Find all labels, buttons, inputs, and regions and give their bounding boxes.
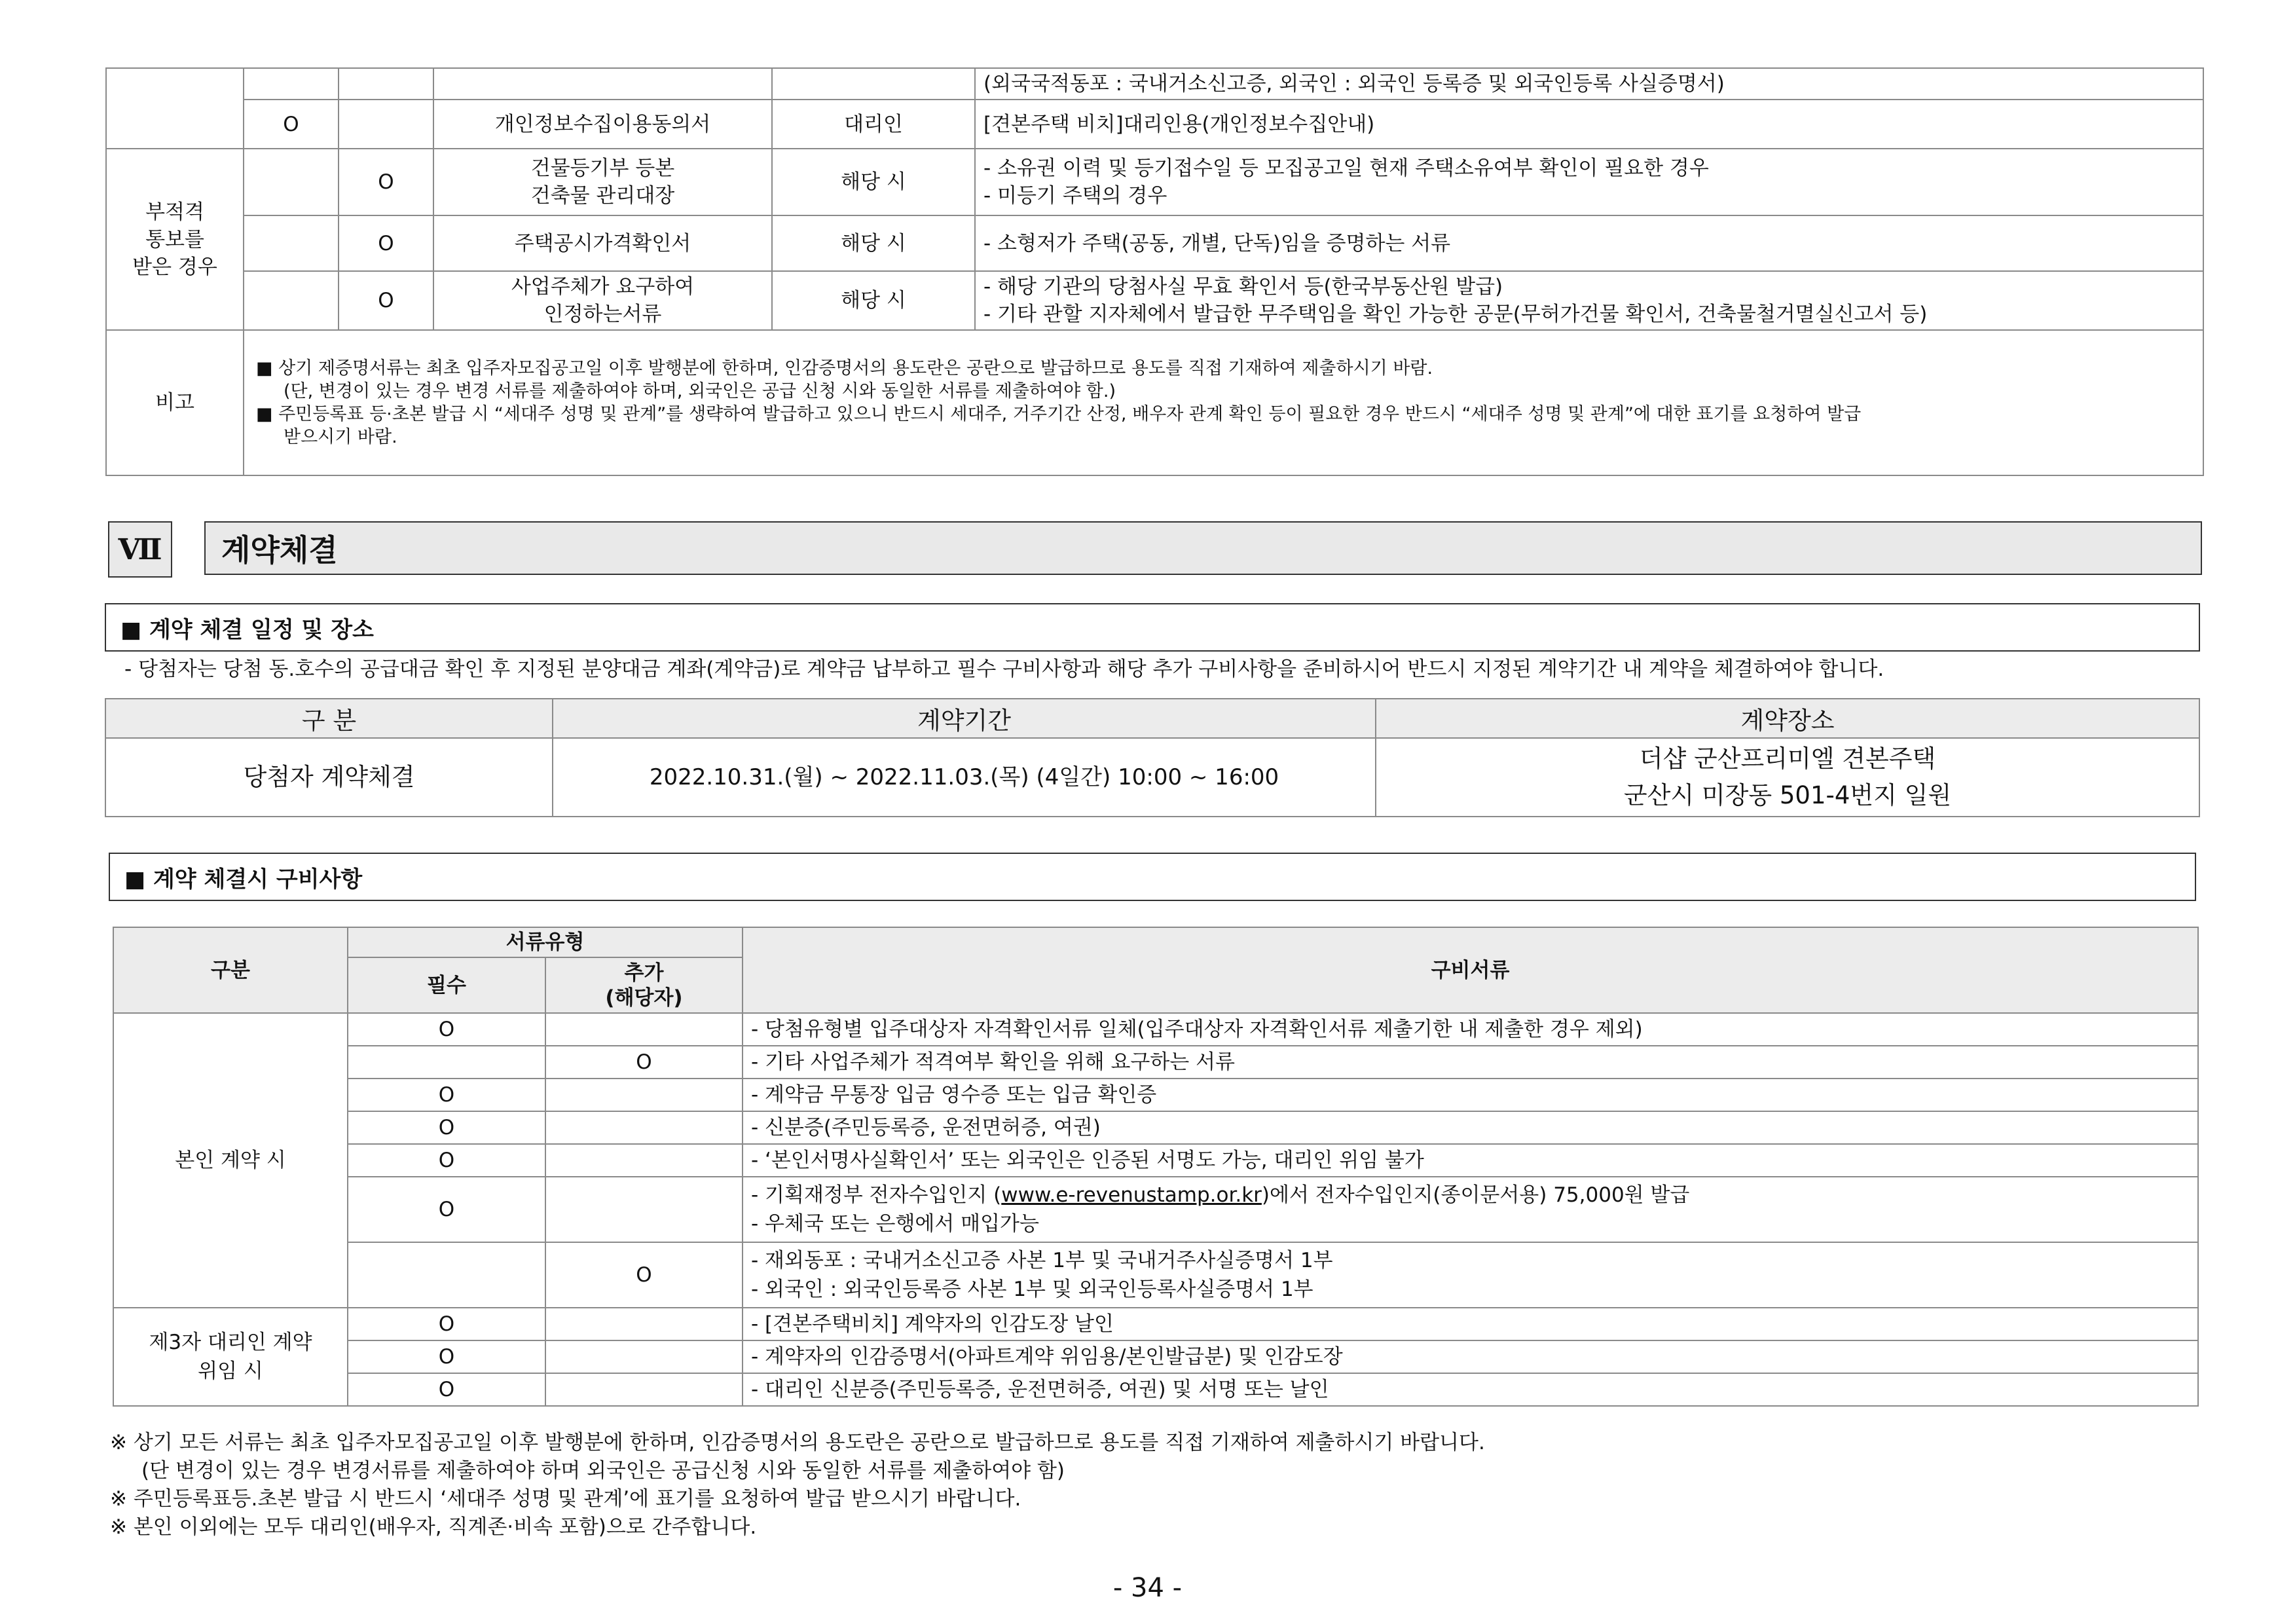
group-label-ineligible: 부적격 통보를 받은 경우 bbox=[106, 149, 244, 330]
extra-mark: O bbox=[545, 1046, 743, 1079]
document-item: - ‘본인서명사실확인서’ 또는 외국인은 인증된 서명도 가능, 대리인 위임 불가 bbox=[743, 1144, 2198, 1177]
contract-documents-table bbox=[113, 927, 2199, 1407]
table-row bbox=[113, 1079, 2198, 1111]
extra-mark bbox=[545, 1111, 743, 1144]
document-item: - 계약자의 인감증명서(아파트계약 위임용/본인발급분) 및 인감도장 bbox=[743, 1340, 2198, 1373]
subheading-schedule: ■ 계약 체결 일정 및 장소 bbox=[105, 603, 2200, 652]
contract-schedule-table bbox=[105, 698, 2200, 817]
note-cell: - 해당 기관의 당첨사실 무효 확인서 등(한국부동산원 발급) - 기타 관할 지자체에서 발급한 무주택임을 확인 가능한 공문(무허가건물 확인서, 건축물철거멸실신고서 등) bbox=[975, 271, 2203, 330]
schedule-category: 당첨자 계약체결 bbox=[105, 738, 553, 817]
page-number: - 34 - bbox=[1112, 1573, 1183, 1603]
required-mark: O bbox=[348, 1079, 545, 1111]
table-row bbox=[113, 1177, 2198, 1242]
extra-mark: O bbox=[339, 215, 433, 271]
revenue-stamp-link[interactable]: www.e-revenustamp.or.kr bbox=[1001, 1183, 1262, 1207]
note-cell: (외국국적동포 : 국내거소신고증, 외국인 : 외국인 등록증 및 외국인등록 사실증명서) bbox=[975, 68, 2203, 100]
subheading-requirements: ■ 계약 체결시 구비사항 bbox=[109, 853, 2196, 901]
extra-mark: O bbox=[545, 1242, 743, 1308]
column-header: 계약기간 bbox=[553, 699, 1376, 738]
table-row bbox=[113, 1373, 2198, 1406]
intro-text: - 당첨자는 당첨 동.호수의 공급대금 확인 후 지정된 분양대금 계좌(계약금)로 계약금 납부하고 필수 구비사항과 해당 추가 구비사항을 준비하시어 반드시 지정된 계약기간 내 계약을 체결하여야 합니다. bbox=[124, 657, 1884, 681]
section-number: Ⅶ bbox=[108, 521, 172, 578]
extra-mark bbox=[545, 1013, 743, 1046]
remarks-label: 비고 bbox=[106, 330, 244, 475]
target-cell: 해당 시 bbox=[772, 149, 975, 215]
required-mark bbox=[348, 1242, 545, 1308]
remarks-cell: ■ 상기 제증명서류는 최초 입주자모집공고일 이후 발행분에 한하며, 인감증명서의 용도란은 공란으로 발급하므로 용도를 직접 기재하여 제출하시기 바람. (단, 변경이 있는 경우 변경 서류를 제출하여야 하며, 외국인은 공급 신청 시와 동일한 서류를 제출하여야 함.) ■ 주민등록표 등·초본 발급 시 “세대주 성명 및 관계”를 생략하여 발급하고 있으니 반드시 세대주, 거주기간 산정, 배우자 관계 확인 등이 필요한 경우 반드시 “세대주 성명 및 관계”에 대한 표기를 요청하여 발급 받으시기 바람. bbox=[244, 330, 2203, 475]
document-name: 건물등기부 등본 건축물 관리대장 bbox=[433, 149, 772, 215]
document-item: - 당첨유형별 입주대상자 자격확인서류 일체(입주대상자 자격확인서류 제출기한 내 제출한 경우 제외) bbox=[743, 1013, 2198, 1046]
footnote: ※ 주민등록표등.초본 발급 시 반드시 ‘세대주 성명 및 관계’에 표기를 요청하여 발급 받으시기 바랍니다. bbox=[110, 1487, 1021, 1511]
document-name: 개인정보수집이용동의서 bbox=[433, 100, 772, 149]
table-header-row bbox=[113, 927, 2198, 957]
table-row bbox=[106, 271, 2203, 330]
required-mark: O bbox=[348, 1308, 545, 1340]
required-documents-continued-table bbox=[105, 67, 2204, 476]
table-row bbox=[113, 1308, 2198, 1340]
document-name: 주택공시가격확인서 bbox=[433, 215, 772, 271]
section-title: 계약체결 bbox=[204, 521, 2202, 575]
target-cell: 해당 시 bbox=[772, 215, 975, 271]
required-mark: O bbox=[348, 1340, 545, 1373]
note-cell: [견본주택 비치]대리인용(개인정보수집안내) bbox=[975, 100, 2203, 149]
table-row bbox=[113, 1046, 2198, 1079]
contract-place: 더샵 군산프리미엘 견본주택 군산시 미장동 501-4번지 일원 bbox=[1376, 738, 2199, 817]
table-row bbox=[106, 68, 2203, 100]
footnotes bbox=[110, 1429, 1485, 1541]
required-mark: O bbox=[348, 1373, 545, 1406]
table-row bbox=[113, 1111, 2198, 1144]
document-name: 사업주체가 요구하여 인정하는서류 bbox=[433, 271, 772, 330]
document-item: - 기획재정부 전자수입인지 (www.e-revenustamp.or.kr)에서 전자수입인지(종이문서용) 75,000원 발급 - 우체국 또는 은행에서 매입가능 bbox=[743, 1177, 2198, 1242]
table-row bbox=[106, 215, 2203, 271]
footnote: ※ 본인 이외에는 모두 대리인(배우자, 직계존·비속 포함)으로 간주합니다. bbox=[110, 1515, 757, 1539]
target-cell: 해당 시 bbox=[772, 271, 975, 330]
footnote: ※ 상기 모든 서류는 최초 입주자모집공고일 이후 발행분에 한하며, 인감증명서의 용도란은 공란으로 발급하므로 용도를 직접 기재하여 제출하시기 바랍니다. bbox=[110, 1431, 1485, 1454]
extra-mark: O bbox=[339, 149, 433, 215]
extra-mark bbox=[545, 1079, 743, 1111]
header-required: 필수 bbox=[348, 957, 545, 1013]
note-cell: - 소형저가 주택(공동, 개별, 단독)임을 증명하는 서류 bbox=[975, 215, 2203, 271]
footnote: (단 변경이 있는 경우 변경서류를 제출하여야 하며 외국인은 공급신청 시와 동일한 서류를 제출하여야 함) bbox=[141, 1459, 1065, 1483]
header-documents: 구비서류 bbox=[743, 927, 2198, 1013]
document-item: - [견본주택비치] 계약자의 인감도장 날인 bbox=[743, 1308, 2198, 1340]
required-mark: O bbox=[348, 1144, 545, 1177]
document-item: - 재외동포 : 국내거소신고증 사본 1부 및 국내거주사실증명서 1부 - 외국인 : 외국인등록증 사본 1부 및 외국인등록사실증명서 1부 bbox=[743, 1242, 2198, 1308]
table-row bbox=[105, 738, 2199, 817]
required-mark: O bbox=[348, 1013, 545, 1046]
document-item: - 신분증(주민등록증, 운전면허증, 여권) bbox=[743, 1111, 2198, 1144]
required-mark: O bbox=[348, 1111, 545, 1144]
extra-mark bbox=[545, 1308, 743, 1340]
document-item: - 대리인 신분증(주민등록증, 운전면허증, 여권) 및 서명 또는 날인 bbox=[743, 1373, 2198, 1406]
required-mark: O bbox=[348, 1177, 545, 1242]
extra-mark bbox=[545, 1177, 743, 1242]
extra-mark bbox=[545, 1144, 743, 1177]
table-row bbox=[113, 1340, 2198, 1373]
column-header: 계약장소 bbox=[1376, 699, 2199, 738]
category-proxy-contract: 제3자 대리인 계약 위임 시 bbox=[113, 1308, 348, 1406]
table-row bbox=[106, 100, 2203, 149]
header-doc-type: 서류유형 bbox=[348, 927, 743, 957]
required-mark: O bbox=[244, 100, 339, 149]
extra-mark: O bbox=[339, 271, 433, 330]
header-category: 구분 bbox=[113, 927, 348, 1013]
table-row bbox=[113, 1242, 2198, 1308]
header-extra: 추가 (해당자) bbox=[545, 957, 743, 1013]
table-row bbox=[113, 1144, 2198, 1177]
contract-period: 2022.10.31.(월) ~ 2022.11.03.(목) (4일간) 10:00 ~ 16:00 bbox=[553, 738, 1376, 817]
extra-mark bbox=[545, 1373, 743, 1406]
table-row bbox=[106, 330, 2203, 475]
extra-mark bbox=[545, 1340, 743, 1373]
table-row bbox=[106, 149, 2203, 215]
note-cell: - 소유권 이력 및 등기접수일 등 모집공고일 현재 주택소유여부 확인이 필요한 경우 - 미등기 주택의 경우 bbox=[975, 149, 2203, 215]
table-header-row bbox=[105, 699, 2199, 738]
table-row bbox=[113, 1013, 2198, 1046]
document-item: - 계약금 무통장 입금 영수증 또는 입금 확인증 bbox=[743, 1079, 2198, 1111]
category-self-contract: 본인 계약 시 bbox=[113, 1013, 348, 1308]
column-header: 구 분 bbox=[105, 699, 553, 738]
document-item: - 기타 사업주체가 적격여부 확인을 위해 요구하는 서류 bbox=[743, 1046, 2198, 1079]
required-mark bbox=[348, 1046, 545, 1079]
target-cell: 대리인 bbox=[772, 100, 975, 149]
